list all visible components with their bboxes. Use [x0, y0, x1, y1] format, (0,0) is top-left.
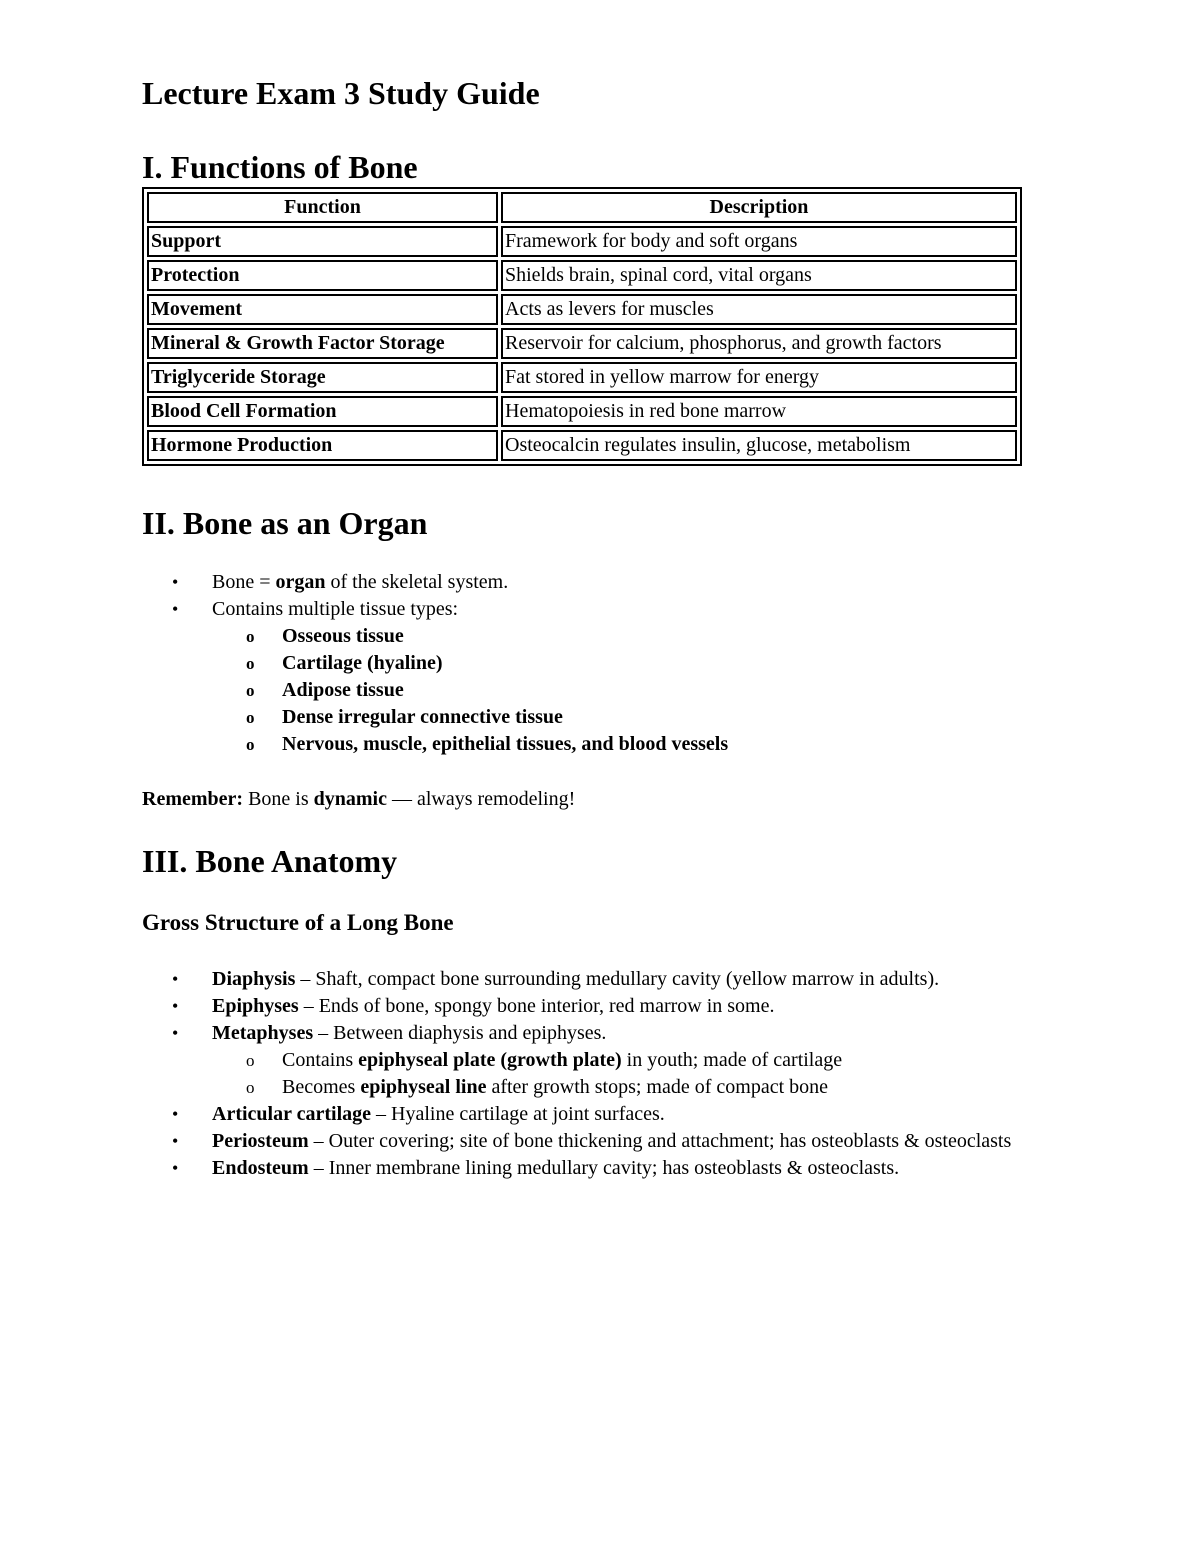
term-definition: – Outer covering; site of bone thickening and attachment; has osteoblasts & osteoclasts [308, 1130, 1012, 1152]
bullet-text: Bone = [212, 571, 276, 593]
remember-text: — always remodeling! [386, 788, 576, 810]
metaphyses-sub-list [212, 1047, 1052, 1101]
remember-label: Remember: [142, 788, 244, 810]
description-cell: Hematopoiesis in red bone marrow [501, 396, 1017, 427]
table-row [147, 396, 1017, 427]
term-endosteum: Endosteum [212, 1157, 309, 1179]
description-cell: Reservoir for calcium, phosphorus, and growth factors [501, 328, 1017, 359]
term-definition: – Hyaline cartilage at joint surfaces. [371, 1103, 665, 1125]
long-bone-structure-list [142, 966, 1052, 1182]
table-header-function: Function [147, 192, 498, 223]
sub-list-item: o Cartilage (hyaline) [212, 650, 1052, 677]
table-header-description: Description [501, 192, 1017, 223]
table-row [147, 362, 1017, 393]
sub-list-item [212, 1047, 1052, 1074]
bullet-text: Contains multiple tissue types: [212, 598, 459, 620]
description-cell: Osteocalcin regulates insulin, glucose, metabolism [501, 430, 1017, 461]
description-cell: Acts as levers for muscles [501, 294, 1017, 325]
term-epiphyses: Epiphyses [212, 995, 299, 1017]
function-cell: Blood Cell Formation [147, 396, 498, 427]
table-row [147, 294, 1017, 325]
description-cell: Shields brain, spinal cord, vital organs [501, 260, 1017, 291]
sub-item-text: Contains [282, 1049, 359, 1071]
list-item [142, 1020, 1052, 1101]
term-definition: – Ends of bone, spongy bone interior, red marrow in some. [298, 995, 775, 1017]
sub-list-item: o Osseous tissue [212, 623, 1052, 650]
list-item [142, 596, 1052, 758]
sub-list-item: o Adipose tissue [212, 677, 1052, 704]
description-cell: Fat stored in yellow marrow for energy [501, 362, 1017, 393]
function-cell: Triglyceride Storage [147, 362, 498, 393]
term-articular-cartilage: Articular cartilage [212, 1103, 372, 1125]
function-cell: Protection [147, 260, 498, 291]
remember-note [142, 786, 575, 813]
tissue-type-list [212, 623, 1052, 758]
description-cell: Framework for body and soft organs [501, 226, 1017, 257]
bone-organ-list [142, 569, 1052, 758]
list-item [142, 1101, 1052, 1128]
function-cell: Movement [147, 294, 498, 325]
sub-item-text: after growth stops; made of compact bone [486, 1076, 829, 1098]
subheading-gross-structure: Gross Structure of a Long Bone [142, 910, 454, 935]
sub-item-text: in youth; made of cartilage [621, 1049, 843, 1071]
list-item [142, 966, 1052, 993]
bullet-bold-text: organ [275, 571, 326, 593]
section-heading-functions: I. Functions of Bone [142, 149, 418, 185]
sub-list-item: o Dense irregular connective tissue [212, 704, 1052, 731]
section-heading-bone-anatomy: III. Bone Anatomy [142, 843, 398, 879]
function-cell: Hormone Production [147, 430, 498, 461]
list-item [142, 1128, 1052, 1155]
section-heading-bone-organ: II. Bone as an Organ [142, 505, 428, 541]
list-item [142, 569, 1052, 596]
function-cell: Mineral & Growth Factor Storage [147, 328, 498, 359]
table-header-row [147, 192, 1017, 223]
term-definition: – Inner membrane lining medullary cavity; has osteoblasts & osteoclasts. [308, 1157, 900, 1179]
term-metaphyses: Metaphyses [212, 1022, 314, 1044]
sub-list-item [212, 1074, 1052, 1101]
term-definition: – Shaft, compact bone surrounding medullary cavity (yellow marrow in adults). [295, 968, 940, 990]
list-item [142, 1155, 1052, 1182]
term-definition: – Between diaphysis and epiphyses. [313, 1022, 607, 1044]
sub-item-text: Becomes [282, 1076, 361, 1098]
function-cell: Support [147, 226, 498, 257]
table-row [147, 328, 1017, 359]
sub-list-item: o Nervous, muscle, epithelial tissues, and blood vessels [212, 731, 1052, 758]
sub-item-bold-text: epiphyseal line [360, 1076, 487, 1098]
remember-bold-text: dynamic [313, 788, 387, 810]
term-periosteum: Periosteum [212, 1130, 309, 1152]
sub-item-bold-text: epiphyseal plate (growth plate) [358, 1049, 622, 1071]
table-row [147, 260, 1017, 291]
remember-text: Bone is [243, 788, 314, 810]
term-diaphysis: Diaphysis [212, 968, 296, 990]
list-item [142, 993, 1052, 1020]
bullet-text: of the skeletal system. [325, 571, 509, 593]
functions-table [142, 187, 1022, 466]
table-row [147, 430, 1017, 461]
document-title: Lecture Exam 3 Study Guide [142, 75, 540, 111]
table-row [147, 226, 1017, 257]
